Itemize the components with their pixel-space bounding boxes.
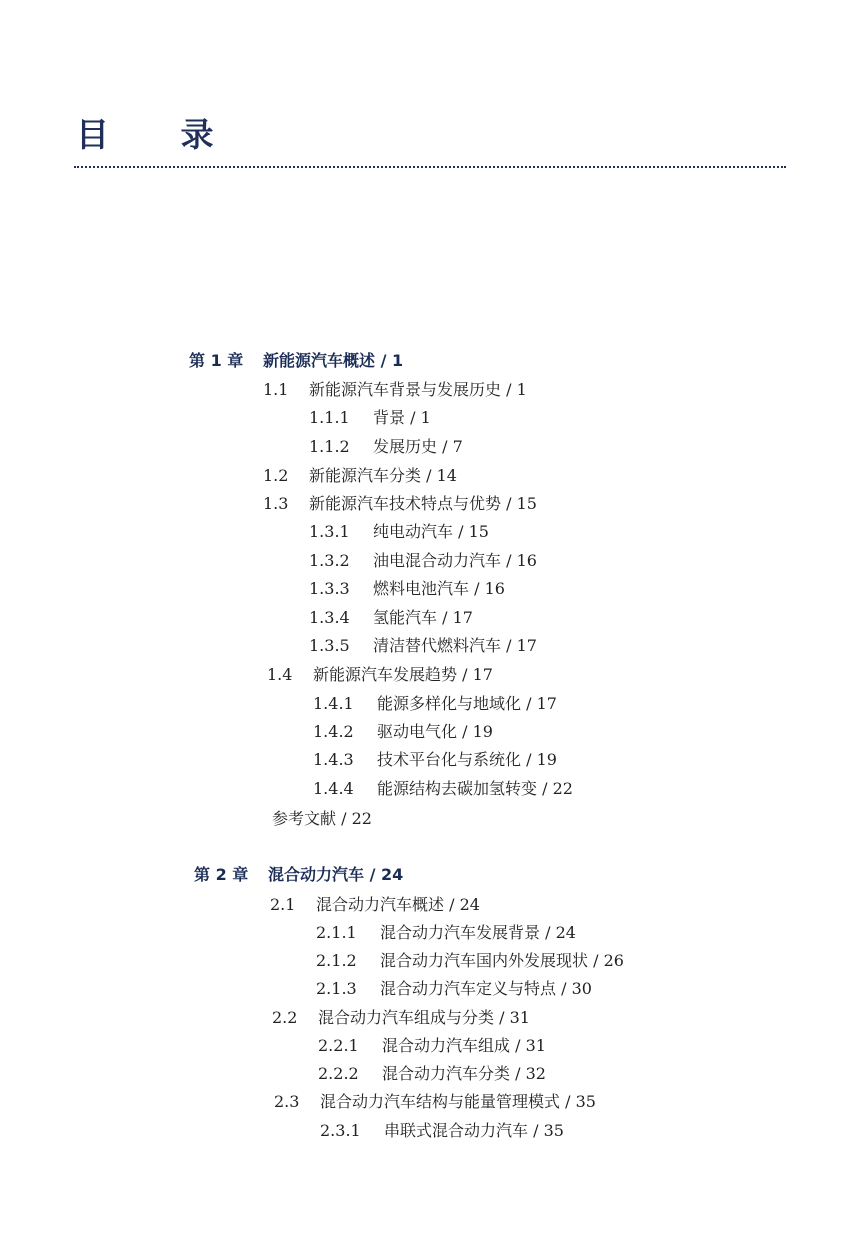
toc-entry-page: 17 <box>536 694 557 713</box>
toc-entry-page: 19 <box>472 722 493 741</box>
toc-entry-separator: / <box>494 1008 510 1027</box>
toc-entry-title: 混合动力汽车发展背景 <box>380 923 541 942</box>
toc-entry-page: 16 <box>484 579 505 598</box>
toc-entry-number: 1.2 <box>263 466 289 485</box>
toc-entry-page: 17 <box>516 636 537 655</box>
toc-entry-number: 2.1.2 <box>316 951 357 970</box>
toc-entry-sub[interactable] <box>313 694 557 714</box>
toc-entry-page: 31 <box>525 1036 546 1055</box>
toc-entry-title: 新能源汽车分类 <box>309 466 422 485</box>
toc-entry-page: 30 <box>571 979 592 998</box>
toc-entry-separator: / <box>336 809 352 828</box>
toc-entry-separator: / <box>457 665 473 684</box>
toc-entry-chapter[interactable] <box>194 865 403 885</box>
toc-entry-separator: / <box>444 895 460 914</box>
toc-entry-title: 新能源汽车概述 <box>263 351 376 370</box>
toc-entry-title: 技术平台化与系统化 <box>377 750 522 769</box>
toc-entry-page: 24 <box>381 865 404 884</box>
toc-entry-title: 驱动电气化 <box>377 722 458 741</box>
toc-entry-separator: / <box>405 408 421 427</box>
toc-entry-sub[interactable] <box>309 636 537 656</box>
toc-entry-sub[interactable] <box>309 408 431 428</box>
toc-entry-sub[interactable] <box>316 923 576 943</box>
toc-entry-number: 1.3.3 <box>309 579 350 598</box>
toc-entry-separator: / <box>457 722 473 741</box>
toc-entry-page: 1 <box>420 408 431 427</box>
toc-entry-section[interactable] <box>263 466 457 486</box>
toc-entry-page: 22 <box>552 779 573 798</box>
toc-entry-title: 新能源汽车背景与发展历史 <box>309 380 502 399</box>
toc-entry-title: 能源多样化与地域化 <box>377 694 522 713</box>
toc-entry-number: 1.3 <box>263 494 289 513</box>
page-title: 目 录 <box>76 115 244 154</box>
toc-entry-number: 1.4 <box>267 665 293 684</box>
toc-entry-sub[interactable] <box>309 437 463 457</box>
toc-entry-separator: / <box>556 979 572 998</box>
toc-entry-page: 7 <box>452 437 463 456</box>
toc-entry-separator: / <box>501 494 517 513</box>
toc-entry-title: 混合动力汽车国内外发展现状 <box>380 951 589 970</box>
toc-entry-number: 1.1 <box>263 380 289 399</box>
toc-entry-number: 1.3.5 <box>309 636 350 655</box>
toc-entry-title: 参考文献 <box>272 809 337 828</box>
toc-entry-sub[interactable] <box>313 722 493 742</box>
toc-entry-sub[interactable] <box>309 551 537 571</box>
toc-entry-title: 混合动力汽车组成 <box>382 1036 511 1055</box>
toc-entry-separator: / <box>560 1092 576 1111</box>
toc-entry-separator: / <box>375 351 392 370</box>
toc-entry-title: 清洁替代燃料汽车 <box>373 636 502 655</box>
toc-entry-number: 1.3.4 <box>309 608 350 627</box>
toc-entry-number: 2.2 <box>272 1008 298 1027</box>
toc-entry-separator: / <box>537 779 553 798</box>
toc-entry-title: 纯电动汽车 <box>373 522 454 541</box>
toc-entry-sub[interactable] <box>313 750 557 770</box>
toc-entry-title: 燃料电池汽车 <box>373 579 470 598</box>
toc-entry-separator: / <box>510 1036 526 1055</box>
toc-entry-title: 油电混合动力汽车 <box>373 551 502 570</box>
toc-entry-chapter[interactable] <box>189 351 403 371</box>
toc-entry-separator: / <box>528 1121 544 1140</box>
toc-entry-separator: / <box>437 437 453 456</box>
toc-entry-page: 35 <box>543 1121 564 1140</box>
toc-entry-page: 17 <box>472 665 493 684</box>
toc-entry-sub[interactable] <box>313 779 573 799</box>
toc-entry-page: 17 <box>452 608 473 627</box>
toc-entry-title: 串联式混合动力汽车 <box>384 1121 529 1140</box>
toc-entry-sub[interactable] <box>320 1121 564 1141</box>
toc-entry-title: 能源结构去碳加氢转变 <box>377 779 538 798</box>
toc-entry-section[interactable] <box>263 380 527 400</box>
toc-entry-separator: / <box>453 522 469 541</box>
toc-entry-title: 混合动力汽车分类 <box>382 1064 511 1083</box>
toc-entry-sub[interactable] <box>309 608 473 628</box>
toc-entry-page: 1 <box>516 380 527 399</box>
toc-entry-number: 2.1 <box>270 895 296 914</box>
toc-entry-separator: / <box>437 608 453 627</box>
toc-entry-title: 混合动力汽车定义与特点 <box>380 979 557 998</box>
toc-entry-number: 2.2.2 <box>318 1064 359 1083</box>
toc-entry-title: 新能源汽车发展趋势 <box>313 665 458 684</box>
toc-entry-section[interactable] <box>274 1092 596 1112</box>
toc-entry-section[interactable] <box>267 665 493 685</box>
toc-entry-page: 31 <box>509 1008 530 1027</box>
toc-entry-separator: / <box>501 551 517 570</box>
toc-entry-page: 24 <box>459 895 480 914</box>
toc-entry-number: 2.2.1 <box>318 1036 359 1055</box>
toc-entry-number: 1.3.2 <box>309 551 350 570</box>
toc-entry-number: 第 2 章 <box>194 865 249 884</box>
toc-entry-page: 22 <box>351 809 372 828</box>
toc-entry-refs[interactable] <box>272 809 372 829</box>
toc-entry-page: 1 <box>392 351 404 370</box>
toc-entry-sub[interactable] <box>316 979 592 999</box>
toc-entry-separator: / <box>588 951 604 970</box>
toc-entry-page: 32 <box>525 1064 546 1083</box>
toc-entry-section[interactable] <box>272 1008 530 1028</box>
toc-entry-title: 混合动力汽车概述 <box>316 895 445 914</box>
toc-entry-page: 15 <box>468 522 489 541</box>
toc-entry-number: 1.3.1 <box>309 522 350 541</box>
toc-entry-section[interactable] <box>263 494 537 514</box>
toc-entry-sub[interactable] <box>318 1036 546 1056</box>
toc-entry-separator: / <box>521 694 537 713</box>
toc-entry-separator: / <box>540 923 556 942</box>
toc-entry-title: 氢能汽车 <box>373 608 438 627</box>
toc-entry-separator: / <box>501 380 517 399</box>
toc-entry-page: 19 <box>536 750 557 769</box>
toc-entry-number: 1.4.2 <box>313 722 354 741</box>
toc-entry-page: 16 <box>516 551 537 570</box>
toc-entry-sub[interactable] <box>309 522 489 542</box>
toc-entry-page: 15 <box>516 494 537 513</box>
toc-entry-number: 1.1.1 <box>309 408 350 427</box>
toc-entry-page: 24 <box>555 923 576 942</box>
dotted-divider <box>74 166 786 168</box>
toc-entry-number: 1.4.3 <box>313 750 354 769</box>
toc-entry-title: 发展历史 <box>373 437 438 456</box>
toc-entry-number: 2.1.1 <box>316 923 357 942</box>
toc-entry-separator: / <box>364 865 381 884</box>
toc-entry-page: 14 <box>436 466 457 485</box>
toc-entry-title: 混合动力汽车组成与分类 <box>318 1008 495 1027</box>
toc-entry-page: 35 <box>575 1092 596 1111</box>
toc-entry-separator: / <box>521 750 537 769</box>
toc-entry-sub[interactable] <box>316 951 624 971</box>
toc-entry-number: 1.4.1 <box>313 694 354 713</box>
toc-entry-number: 2.3.1 <box>320 1121 361 1140</box>
toc-entry-number: 第 1 章 <box>189 351 244 370</box>
toc-entry-sub[interactable] <box>309 579 505 599</box>
toc-entry-separator: / <box>469 579 485 598</box>
toc-entry-title: 背景 <box>373 408 406 427</box>
toc-entry-separator: / <box>501 636 517 655</box>
toc-entry-number: 1.4.4 <box>313 779 354 798</box>
toc-entry-number: 1.1.2 <box>309 437 350 456</box>
toc-entry-number: 2.1.3 <box>316 979 357 998</box>
toc-entry-title: 新能源汽车技术特点与优势 <box>309 494 502 513</box>
toc-entry-number: 2.3 <box>274 1092 300 1111</box>
toc-entry-title: 混合动力汽车结构与能量管理模式 <box>320 1092 561 1111</box>
toc-entry-separator: / <box>510 1064 526 1083</box>
toc-entry-page: 26 <box>603 951 624 970</box>
toc-entry-separator: / <box>421 466 437 485</box>
toc-entry-title: 混合动力汽车 <box>268 865 365 884</box>
toc-entry-sub[interactable] <box>318 1064 546 1084</box>
toc-entry-section[interactable] <box>270 895 480 915</box>
